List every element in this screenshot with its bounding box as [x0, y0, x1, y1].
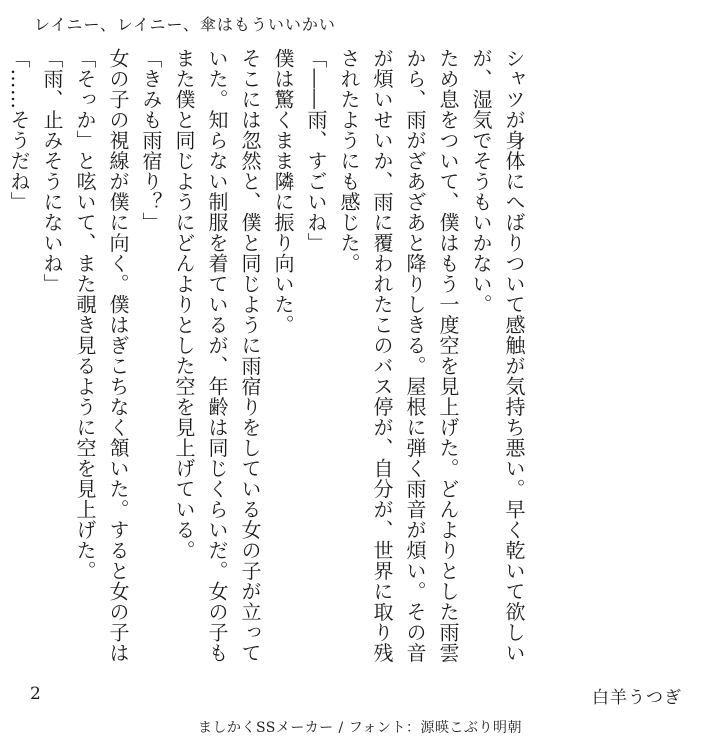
- dialogue-paragraph: 「――雨、すごいね」: [304, 48, 328, 253]
- page-number: 2: [30, 684, 41, 704]
- credit-line: ましかくSSメーカー / フォント：源暎こぶり明朝: [197, 720, 523, 736]
- paragraph: シャツが身体にへばりついて感触が気持ち悪い。早く乾いて欲しいが、湿気でそうもいかない。: [469, 48, 526, 663]
- paragraph: [0, 48, 2, 663]
- author-name: 白羊うつぎ: [592, 688, 682, 708]
- dialogue-paragraph: 「きみも雨宿り？」: [139, 48, 163, 233]
- paragraph: ため息をついて、僕はもう一度空を見上げた。どんよりとした雨雲から、雨がざあざあと降りしきる。屋根に弾く雨音が煩い。その音が煩いせいか、雨に覆われたこのバス停が、自分が、世界に取り残されたようにも感じた。: [337, 48, 460, 663]
- story-title: レイニー、レイニー、傘はもういいかい: [34, 15, 336, 34]
- paragraph: 僕は驚くまま隣に振り向いた。: [271, 48, 295, 335]
- story-body: [7, 48, 530, 663]
- dialogue-paragraph: 「……そうだね」: [7, 48, 31, 212]
- paragraph: 女の子の視線が僕に向く。僕はぎこちなく頷いた。すると女の子は「そっか」と呟いて、また覗き見るように空を見上げた。: [73, 48, 130, 663]
- paragraph: そこには忽然と、僕と同じように雨宿りをしている女の子が立っていた。知らない制服を着ているが、年齢は同じくらいだ。女の子もまた僕と同じようにどんよりとした空を見上げている。: [172, 48, 262, 663]
- dialogue-paragraph: 「雨、止みそうにないね」: [40, 48, 64, 294]
